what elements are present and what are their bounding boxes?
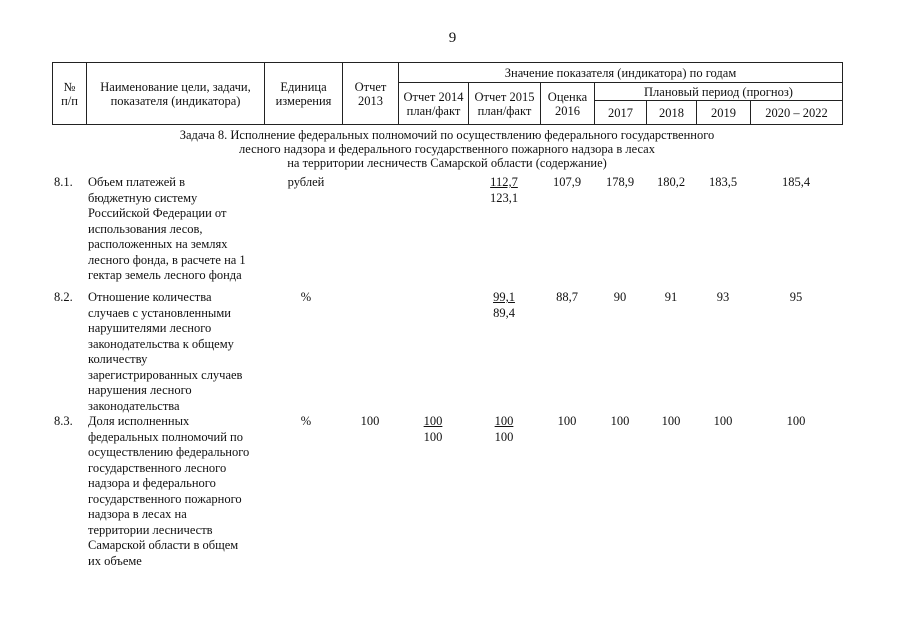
value-2016: 100 bbox=[557, 414, 577, 428]
header-year-2017: 2017 bbox=[595, 101, 647, 125]
indicator-name-line: законодательства bbox=[88, 398, 180, 413]
plan-value: 112,7 bbox=[490, 175, 518, 189]
header-plan-period: Плановый период (прогноз) bbox=[595, 83, 843, 101]
indicator-name-line: Самарской области в общем bbox=[88, 538, 239, 552]
value-2015 bbox=[468, 175, 540, 206]
header-report-2015: Отчет 2015 план/факт bbox=[469, 83, 541, 125]
fact-value: 123,1 bbox=[489, 190, 519, 205]
header-estimate-2016: Оценка 2016 bbox=[541, 83, 595, 125]
indicator-name bbox=[88, 290, 266, 414]
plan-value: 99,1 bbox=[493, 290, 515, 304]
indicator-name-line: количеству bbox=[88, 352, 148, 366]
value-2019: 100 bbox=[713, 414, 733, 428]
indicator-name-line: их объеме bbox=[88, 553, 142, 568]
value-2013: 100 bbox=[360, 414, 380, 428]
header-report-2013: Отчет 2013 bbox=[343, 63, 399, 125]
plan-value: 100 bbox=[423, 414, 443, 428]
page-number: 9 bbox=[448, 30, 457, 46]
header-report-2014: Отчет 2014 план/факт bbox=[399, 83, 469, 125]
indicator-name-line: гектар земель лесного фонда bbox=[88, 268, 242, 282]
value-2019: 183,5 bbox=[708, 175, 738, 189]
indicator-name-line: Отношение количества bbox=[88, 290, 212, 304]
indicator-name-line: нарушения лесного bbox=[88, 383, 192, 397]
indicator-name bbox=[88, 414, 266, 569]
indicator-name bbox=[88, 175, 266, 284]
indicator-name-line: осуществлению федерального bbox=[88, 445, 250, 459]
value-2018: 91 bbox=[664, 290, 678, 304]
task-line-3: на территории лесничеств Самарской области (содержание) bbox=[287, 156, 607, 170]
indicator-name-line: расположенных на землях bbox=[88, 237, 228, 251]
task-heading bbox=[52, 128, 842, 170]
header-year-2018: 2018 bbox=[647, 101, 697, 125]
value-2019: 93 bbox=[716, 290, 730, 304]
indicator-name-line: Российской Федерации от bbox=[88, 206, 227, 220]
indicator-name-line: нарушителями лесного bbox=[88, 321, 212, 335]
value-2017: 90 bbox=[613, 290, 627, 304]
value-2018: 180,2 bbox=[656, 175, 686, 189]
value-2016: 88,7 bbox=[556, 290, 578, 304]
indicator-table-header bbox=[52, 62, 843, 125]
value-2020-2022: 100 bbox=[786, 414, 806, 428]
header-values-by-year: Значение показателя (индикатора) по годам bbox=[399, 63, 843, 83]
indicator-name-line: случаев с установленными bbox=[88, 305, 231, 320]
indicator-name-line: использования лесов, bbox=[88, 221, 203, 236]
plan-value: 100 bbox=[494, 414, 514, 428]
indicator-name-line: надзора в лесах на bbox=[88, 507, 187, 521]
value-2015 bbox=[468, 414, 540, 445]
task-line-1: Задача 8. Исполнение федеральных полномочий по осуществлению федерального государственного bbox=[179, 128, 715, 142]
indicator-name-line: лесного фонда, в расчете на 1 bbox=[88, 252, 246, 267]
header-year-2019: 2019 bbox=[697, 101, 751, 125]
indicator-name-line: Объем платежей в bbox=[88, 175, 186, 189]
indicator-name-line: надзора и федерального bbox=[88, 476, 216, 490]
fact-value: 100 bbox=[423, 429, 443, 444]
indicator-unit: рублей bbox=[287, 175, 325, 189]
indicator-number: 8.1. bbox=[54, 175, 73, 189]
indicator-unit: % bbox=[300, 290, 312, 304]
header-year-2020-2022: 2020 – 2022 bbox=[751, 101, 843, 125]
value-2017: 100 bbox=[610, 414, 630, 428]
value-2016: 107,9 bbox=[552, 175, 582, 189]
indicator-number: 8.2. bbox=[54, 290, 73, 304]
indicator-name-line: государственного лесного bbox=[88, 460, 227, 475]
fact-value: 89,4 bbox=[493, 305, 515, 320]
header-name: Наименование цели, задачи, показателя (индикатора) bbox=[87, 63, 265, 125]
value-2020-2022: 95 bbox=[789, 290, 803, 304]
indicator-unit: % bbox=[300, 414, 312, 428]
header-num: № п/п bbox=[53, 63, 87, 125]
indicator-name-line: федеральных полномочий по bbox=[88, 429, 243, 444]
indicator-name-line: государственного пожарного bbox=[88, 491, 242, 506]
indicator-name-line: бюджетную систему bbox=[88, 190, 198, 205]
value-2015 bbox=[468, 290, 540, 321]
value-2018: 100 bbox=[661, 414, 681, 428]
indicator-name-line: территории лесничеств bbox=[88, 522, 213, 537]
value-2017: 178,9 bbox=[605, 175, 635, 189]
header-unit: Единица измерения bbox=[265, 63, 343, 125]
value-2020-2022: 185,4 bbox=[781, 175, 811, 189]
task-line-2: лесного надзора и федерального государственного пожарного надзора в лесах bbox=[239, 142, 655, 156]
indicator-name-line: законодательства к общему bbox=[88, 336, 234, 351]
indicator-number: 8.3. bbox=[54, 414, 73, 428]
indicator-name-line: зарегистрированных случаев bbox=[88, 367, 243, 382]
fact-value: 100 bbox=[494, 429, 514, 444]
value-2014 bbox=[398, 414, 468, 445]
indicator-name-line: Доля исполненных bbox=[88, 414, 190, 428]
